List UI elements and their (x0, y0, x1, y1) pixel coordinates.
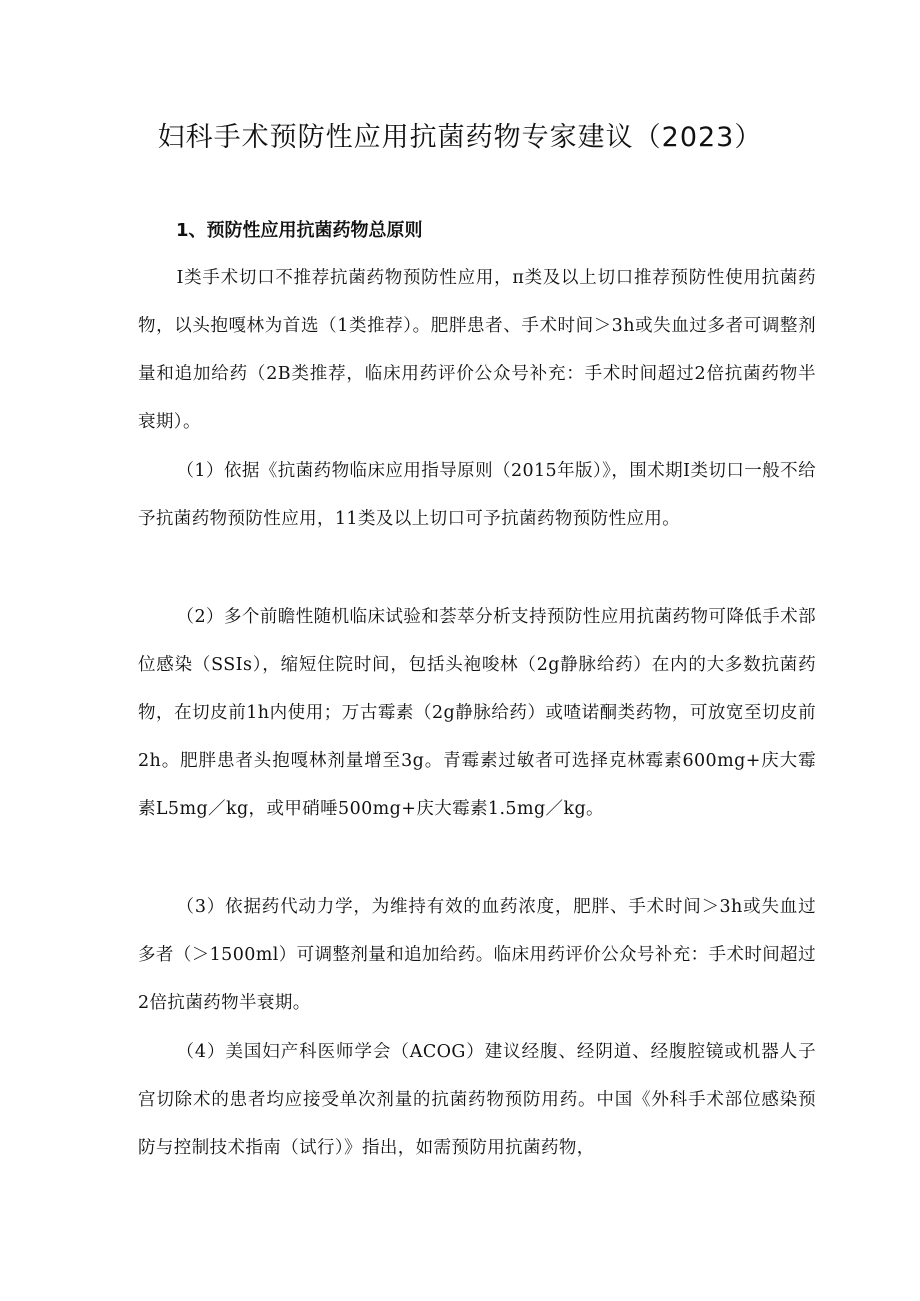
paragraph-general-principle: Ⅰ类手术切口不推荐抗菌药物预防性应用，π类及以上切口推荐预防性使用抗菌药物，以头抱嘎林为首选（1类推荐）。肥胖患者、手术时间＞3h或失血过多者可调整剂量和追加给药（2B类推荐，临床用药评价公众号补充：手术时间超过2倍抗菌药物半衰期）。 (138, 268, 816, 432)
paragraph-item-2: （2）多个前瞻性随机临床试验和荟萃分析支持预防性应用抗菌药物可降低手术部位感染（SSIs），缩短住院时间，包括头袍唆林（2g静脉给药）在内的大多数抗菌药物，在切皮前1h内使用；万古霉素（2g静脉给药）或喳诺酮类药物，可放宽至切皮前2h。肥胖患者头抱嘎林剂量增至3g。青霉素过敏者可选择克林霉素600mg+庆大霉素L5mg／kg，或甲硝唾500mg+庆大霉素1.5mg／kg。 (138, 607, 816, 819)
paragraph-item-3: （3）依据药代动力学，为维持有效的血药浓度，肥胖、手术时间＞3h或失血过多者（＞1500ml）可调整剂量和追加给药。临床用药评价公众号补充：手术时间超过2倍抗菌药物半衰期。 (138, 897, 816, 1013)
paragraph-item-4: （4）美国妇产科医师学会（ACOG）建议经腹、经阴道、经腹腔镜或机器人子宫切除术的患者均应接受单次剂量的抗菌药物预防用药。中国《外科手术部位感染预防与控制技术指南（试行）》指出，如需预防用抗菌药物， (138, 1042, 816, 1158)
paragraph-item-1: （1）依据《抗菌药物临床应用指导原则（2015年版）》，围术期Ⅰ类切口一般不给予抗菌药物预防性应用，11类及以上切口可予抗菌药物预防性应用。 (138, 461, 816, 529)
document-title: 妇科手术预防性应用抗菌药物专家建议（2023） (157, 122, 763, 153)
section-heading: 1、预防性应用抗菌药物总原则 (176, 220, 423, 241)
